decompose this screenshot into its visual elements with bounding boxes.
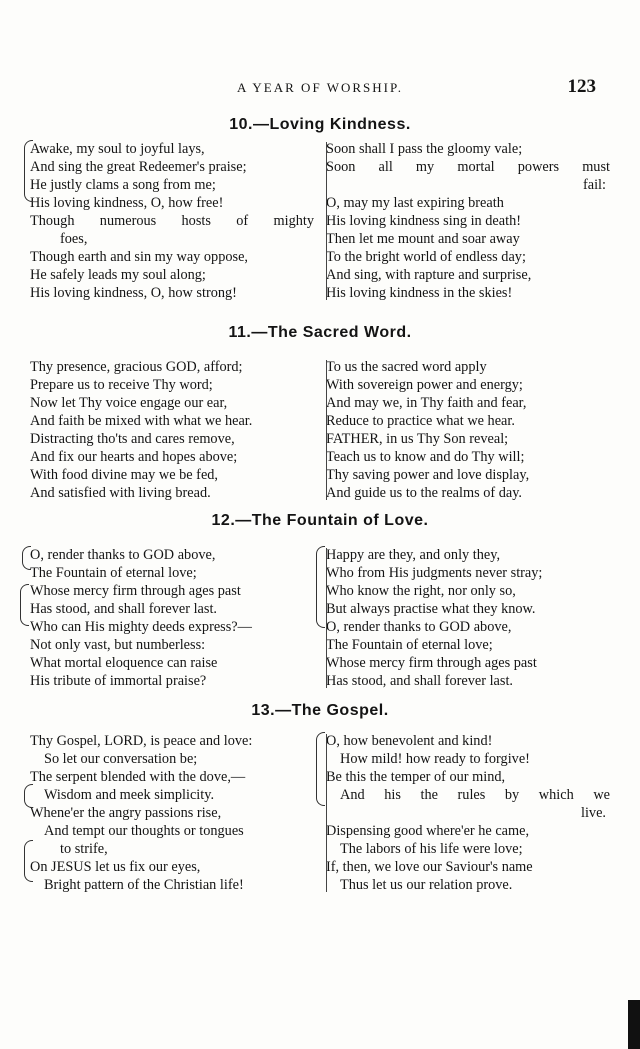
verse-line: And fix our hearts and hopes above;: [30, 449, 238, 465]
verse-line: And sing the great Redeemer's praise;: [30, 159, 247, 175]
page-number: 123: [567, 76, 596, 97]
hymn-13: [30, 702, 610, 894]
verse-line: On JESUS let us fix our eyes,: [30, 859, 201, 875]
pencil-bracket-mark: [22, 546, 31, 570]
verse-line: To us the sacred word apply: [326, 359, 487, 375]
verse-line: Has stood, and shall forever last.: [326, 673, 514, 689]
verse-line: His loving kindness in the skies!: [326, 285, 513, 301]
verse-line: Reduce to practice what we hear.: [326, 413, 515, 429]
verse-line: Then let me mount and soar away: [326, 231, 520, 247]
verse-line: Who can His mighty deeds express?—: [30, 619, 252, 635]
verse-left: [30, 140, 314, 302]
verse-line: Soon all my mortal powers must: [326, 159, 610, 175]
verse-left: [30, 732, 314, 894]
column-divider: [326, 142, 327, 300]
verse-line: So let our conversation be;: [44, 751, 198, 767]
verse-right: [314, 732, 610, 894]
pencil-bracket-mark: [316, 546, 325, 628]
verse-line: Not only vast, but numberless:: [30, 637, 206, 653]
verse-line: Wisdom and meek simplicity.: [44, 787, 215, 803]
pencil-bracket-mark: [20, 584, 29, 626]
verse-line: Bright pattern of the Christian life!: [44, 877, 244, 893]
verse-line: FATHER, in us Thy Son reveal;: [326, 431, 509, 447]
verse-line: Awake, my soul to joyful lays,: [30, 141, 205, 157]
page-edge-shadow: [628, 1000, 640, 1049]
verse-line: Whose mercy firm through ages past: [326, 655, 537, 671]
verse-line: O, render thanks to GOD above,: [326, 619, 512, 635]
verse-left: [30, 358, 314, 502]
verse-line: And his the rules by which we: [340, 787, 610, 803]
verse-line: foes,: [60, 231, 88, 247]
hymn-title: 10.—Loving Kindness.: [229, 116, 411, 133]
verse-line: And faith be mixed with what we hear.: [30, 413, 253, 429]
verse-line: Dispensing good where'er he came,: [326, 823, 530, 839]
verse-line: Happy are they, and only they,: [326, 547, 501, 563]
pencil-bracket-mark: [24, 840, 33, 882]
verse-line: What mortal eloquence can raise: [30, 655, 218, 671]
verse-right: [314, 358, 610, 502]
verse-right: [314, 140, 610, 302]
column-divider: [326, 734, 327, 892]
hymn-verses: [30, 358, 610, 502]
column-divider: [326, 360, 327, 500]
verse-line: And sing, with rapture and surprise,: [326, 267, 532, 283]
verse-line: Who know the right, nor only so,: [326, 583, 516, 599]
verse-line: Thy saving power and love display,: [326, 467, 530, 483]
verse-right: [314, 546, 610, 690]
verse-line: How mild! how ready to forgive!: [340, 751, 530, 767]
running-title: A YEAR OF WORSHIP.: [236, 80, 404, 95]
verse-line: The serpent blended with the dove,—: [30, 769, 246, 785]
verse-line: He safely leads my soul along;: [30, 267, 206, 283]
verse-line: His tribute of immortal praise?: [30, 673, 207, 689]
hymn-verses: [30, 140, 610, 302]
pencil-bracket-mark: [24, 784, 33, 808]
pencil-bracket-mark: [24, 140, 33, 202]
verse-line: live.: [580, 805, 606, 821]
verse-line: O, how benevolent and kind!: [326, 733, 493, 749]
verse-line: He justly clams a song from me;: [30, 177, 216, 193]
verse-line: O, may my last expiring breath: [326, 195, 504, 211]
verse-line: to strife,: [60, 841, 108, 857]
verse-line: The Fountain of eternal love;: [30, 565, 197, 581]
verse-line: But always practise what they know.: [326, 601, 536, 617]
verse-line: Who from His judgments never stray;: [326, 565, 543, 581]
verse-line: And satisfied with living bread.: [30, 485, 211, 501]
verse-line: Though earth and sin my way oppose,: [30, 249, 248, 265]
verse-line: Soon shall I pass the gloomy vale;: [326, 141, 523, 157]
verse-line: To the bright world of endless day;: [326, 249, 526, 265]
verse-line: And guide us to the realms of day.: [326, 485, 523, 501]
verse-line: fail:: [582, 177, 606, 193]
hymn-title: 12.—The Fountain of Love.: [211, 512, 429, 529]
verse-line: Whene'er the angry passions rise,: [30, 805, 222, 821]
verse-line: Has stood, and shall forever last.: [30, 601, 218, 617]
verse-line: The Fountain of eternal love;: [326, 637, 493, 653]
verse-line: And tempt our thoughts or tongues: [44, 823, 244, 839]
page-header: [0, 76, 640, 100]
hymn-10: [30, 116, 610, 302]
verse-line: With food divine may we be fed,: [30, 467, 219, 483]
verse-line: His loving kindness, O, how free!: [30, 195, 224, 211]
verse-line: And may we, in Thy faith and fear,: [326, 395, 527, 411]
verse-line: Distracting tho'ts and cares remove,: [30, 431, 235, 447]
verse-line: Thus let us our relation prove.: [340, 877, 513, 893]
verse-line: Though numerous hosts of mighty: [30, 213, 314, 229]
pencil-bracket-mark: [316, 732, 325, 806]
verse-line: Teach us to know and do Thy will;: [326, 449, 525, 465]
hymn-11: [30, 324, 610, 502]
hymn-12: [30, 512, 610, 690]
verse-line: O, render thanks to GOD above,: [30, 547, 216, 563]
column-divider: [326, 548, 327, 688]
verse-line: Thy presence, gracious GOD, afford;: [30, 359, 243, 375]
verse-line: The labors of his life were love;: [340, 841, 523, 857]
verse-line: Whose mercy firm through ages past: [30, 583, 241, 599]
verse-line: Be this the temper of our mind,: [326, 769, 506, 785]
verse-line: Thy Gospel, LORD, is peace and love:: [30, 733, 253, 749]
verse-line: His loving kindness sing in death!: [326, 213, 521, 229]
verse-line: If, then, we love our Saviour's name: [326, 859, 533, 875]
hymn-title: 13.—The Gospel.: [251, 702, 389, 719]
hymn-title: 11.—The Sacred Word.: [228, 324, 412, 341]
verse-line: With sovereign power and energy;: [326, 377, 523, 393]
verse-line: His loving kindness, O, how strong!: [30, 285, 237, 301]
verse-left: [30, 546, 314, 690]
verse-line: Prepare us to receive Thy word;: [30, 377, 213, 393]
verse-line: Now let Thy voice engage our ear,: [30, 395, 228, 411]
